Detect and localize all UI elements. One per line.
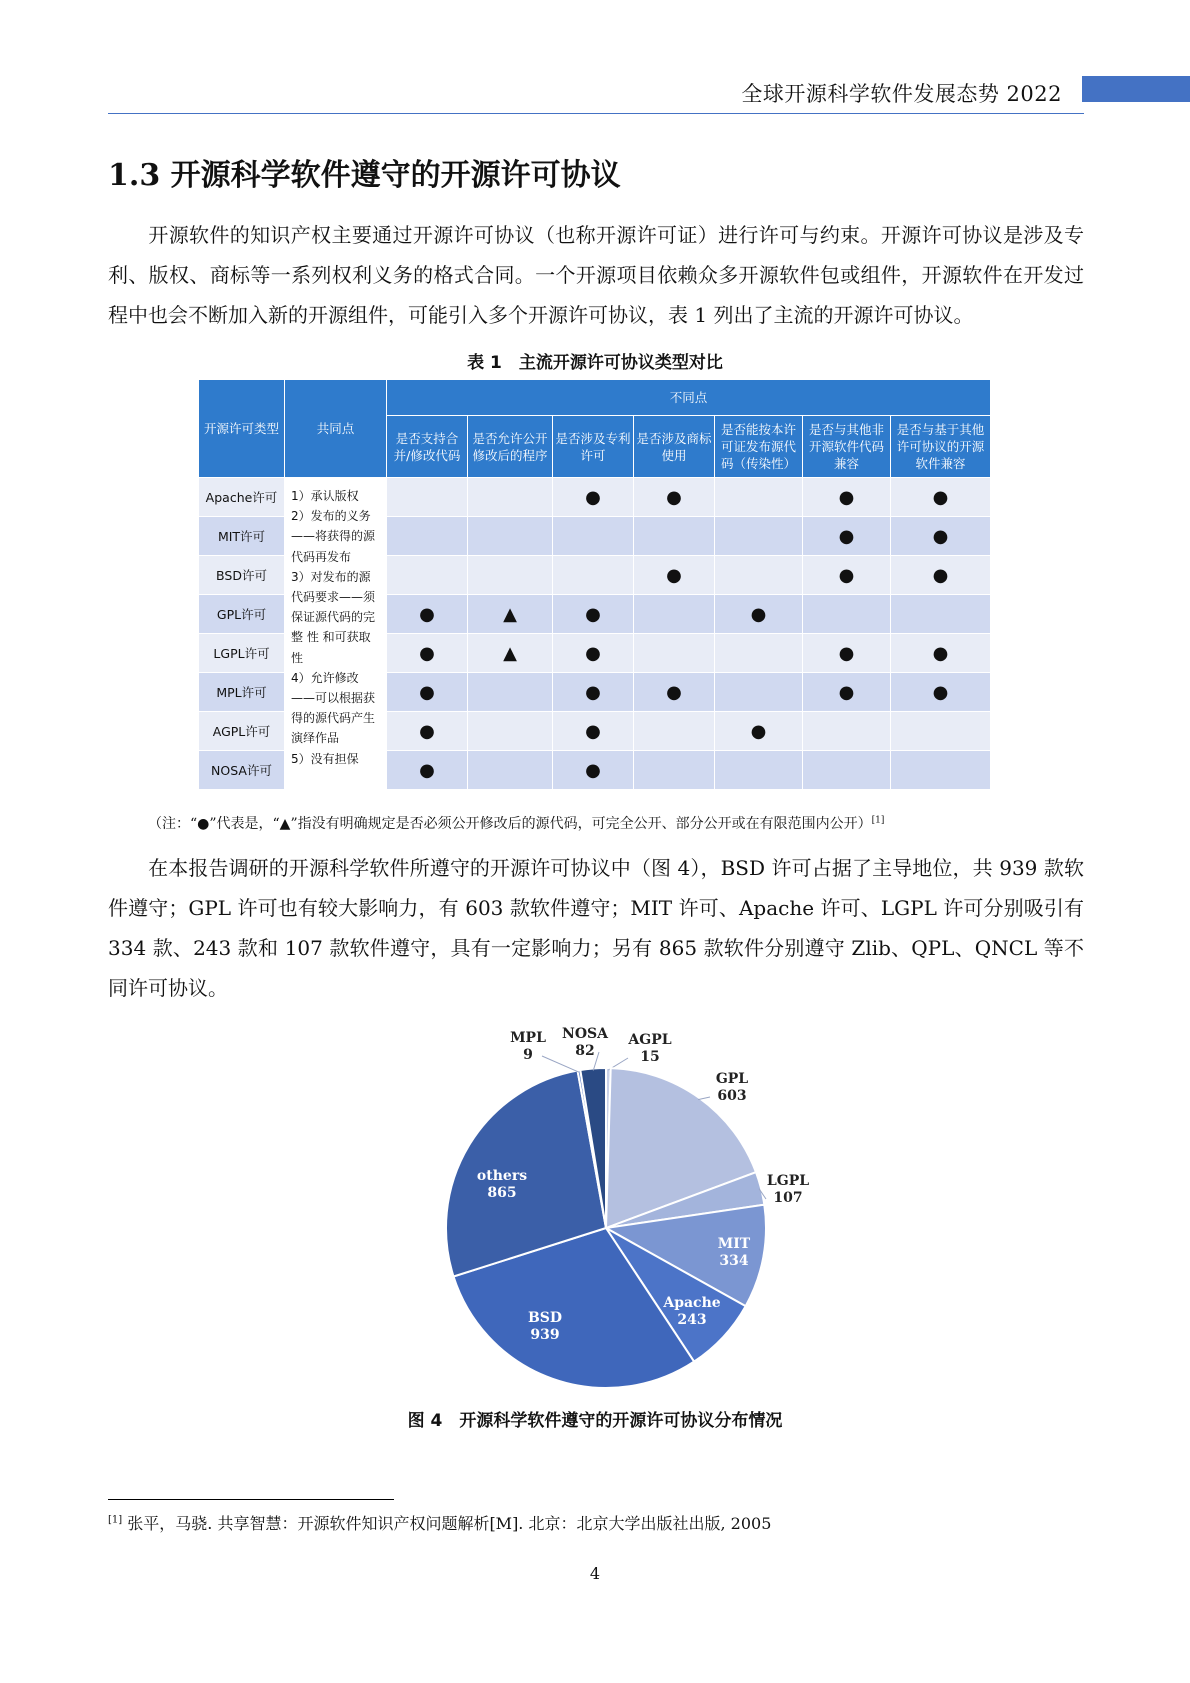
partial-mark-cell: ▲ bbox=[468, 595, 553, 634]
empty-cell bbox=[468, 712, 553, 751]
license-type-cell: AGPL许可 bbox=[199, 712, 285, 751]
yes-mark-cell: ● bbox=[387, 634, 468, 673]
empty-cell bbox=[803, 751, 891, 790]
empty-cell bbox=[715, 478, 803, 517]
slice-value-apache: 243 bbox=[677, 1312, 707, 1328]
empty-cell bbox=[715, 634, 803, 673]
common-point-item: 4）允许修改——可以根据获得的源代码产生演绎作品 bbox=[291, 670, 376, 746]
license-pie-chart bbox=[0, 1010, 1190, 1410]
empty-cell bbox=[553, 556, 634, 595]
header-diff-nonopen-compat: 是否与其他非开源软件代码兼容 bbox=[803, 416, 891, 478]
running-header-title: 全球开源科学软件发展态势 2022 bbox=[741, 82, 1062, 106]
slice-label-mit: MIT bbox=[717, 1236, 751, 1252]
slice-value-gpl: 603 bbox=[717, 1088, 747, 1104]
slice-value-mpl: 9 bbox=[523, 1047, 533, 1063]
yes-mark-cell: ● bbox=[715, 712, 803, 751]
header-diff-patent: 是否涉及专利许可 bbox=[553, 416, 634, 478]
empty-cell bbox=[468, 556, 553, 595]
yes-mark-cell: ● bbox=[891, 478, 991, 517]
yes-mark-cell: ● bbox=[803, 478, 891, 517]
yes-mark-cell: ● bbox=[553, 712, 634, 751]
license-type-cell: BSD许可 bbox=[199, 556, 285, 595]
license-type-cell: GPL许可 bbox=[199, 595, 285, 634]
slice-label-nosa: NOSA bbox=[562, 1026, 608, 1042]
slice-label-mpl: MPL bbox=[510, 1030, 546, 1046]
empty-cell bbox=[715, 673, 803, 712]
table-note bbox=[148, 813, 884, 833]
common-point-item: 1）承认版权 bbox=[291, 489, 359, 503]
empty-cell bbox=[634, 751, 715, 790]
table-note-ref: [1] bbox=[871, 815, 885, 826]
slice-value-mit: 334 bbox=[719, 1253, 749, 1269]
empty-cell bbox=[715, 751, 803, 790]
empty-cell bbox=[891, 595, 991, 634]
yes-mark-cell: ● bbox=[387, 751, 468, 790]
intro-paragraph bbox=[108, 215, 1084, 335]
slice-value-bsd: 939 bbox=[530, 1327, 560, 1343]
yes-mark-cell: ● bbox=[553, 751, 634, 790]
table-row bbox=[199, 478, 991, 517]
slice-label-others: others bbox=[476, 1168, 528, 1184]
yes-mark-cell: ● bbox=[634, 478, 715, 517]
footnote-rule bbox=[108, 1499, 394, 1500]
slice-value-agpl: 15 bbox=[640, 1049, 660, 1065]
slice-value-others: 865 bbox=[487, 1185, 517, 1201]
header-common-points: 共同点 bbox=[285, 380, 387, 478]
partial-mark-cell: ▲ bbox=[468, 634, 553, 673]
empty-cell bbox=[553, 517, 634, 556]
header-license-type: 开源许可类型 bbox=[199, 380, 285, 478]
footnote bbox=[108, 1511, 771, 1534]
empty-cell bbox=[891, 712, 991, 751]
slice-value-lgpl: 107 bbox=[773, 1190, 803, 1206]
footnote-ref: [1] bbox=[108, 1514, 123, 1526]
header-differences: 不同点 bbox=[387, 380, 991, 416]
yes-mark-cell: ● bbox=[803, 556, 891, 595]
figure-caption: 图 4 开源科学软件遵守的开源许可协议分布情况 bbox=[407, 1411, 783, 1431]
yes-mark-cell: ● bbox=[891, 673, 991, 712]
pie-chart-container bbox=[0, 1010, 1190, 1410]
header-accent-bar bbox=[1082, 76, 1190, 102]
section-title: 1.3 开源科学软件遵守的开源许可协议 bbox=[108, 158, 621, 193]
header-diff-merge: 是否支持合并/修改代码 bbox=[387, 416, 468, 478]
empty-cell bbox=[634, 517, 715, 556]
license-type-cell: MIT许可 bbox=[199, 517, 285, 556]
yes-mark-cell: ● bbox=[553, 634, 634, 673]
empty-cell bbox=[634, 595, 715, 634]
empty-cell bbox=[715, 556, 803, 595]
empty-cell bbox=[468, 673, 553, 712]
common-point-item: 2）发布的义务——将获得的源代码再发布 bbox=[291, 509, 376, 564]
empty-cell bbox=[634, 712, 715, 751]
empty-cell bbox=[468, 478, 553, 517]
license-type-cell: LGPL许可 bbox=[199, 634, 285, 673]
yes-mark-cell: ● bbox=[634, 673, 715, 712]
common-point-item: 3）对发布的源代码要求——须保证源代码的完整 性 和可获取性 bbox=[291, 569, 376, 665]
table-note-text: （注：“●”代表是，“▲”指没有明确规定是否必须公开修改后的源代码，可完全公开、部分公开或在有限范围内公开） bbox=[148, 816, 872, 832]
license-type-cell: NOSA许可 bbox=[199, 751, 285, 790]
yes-mark-cell: ● bbox=[387, 712, 468, 751]
yes-mark-cell: ● bbox=[387, 673, 468, 712]
yes-mark-cell: ● bbox=[891, 556, 991, 595]
empty-cell bbox=[891, 751, 991, 790]
slice-label-apache: Apache bbox=[663, 1295, 721, 1311]
header-diff-other-license-compat: 是否与基于其他许可协议的开源软件兼容 bbox=[891, 416, 991, 478]
yes-mark-cell: ● bbox=[387, 595, 468, 634]
empty-cell bbox=[468, 751, 553, 790]
leader-line-mpl bbox=[542, 1056, 579, 1072]
empty-cell bbox=[803, 595, 891, 634]
analysis-paragraph-text: 在本报告调研的开源科学软件所遵守的开源许可协议中（图 4），BSD 许可占据了主导地位，共 939 款软件遵守；GPL 许可也有较大影响力，有 603 款软件遵守；MIT 许可、Apache 许可、LGPL 许可分别吸引有 334 款、243 款和 107 款软件遵守，具有一定影响力；另有 865 款软件分别遵守 Zlib、QPL、QNCL 等不同许可协议。 bbox=[108, 856, 1084, 1000]
yes-mark-cell: ● bbox=[715, 595, 803, 634]
header-diff-viral: 是否能按本许可证发布源代码（传染性） bbox=[715, 416, 803, 478]
yes-mark-cell: ● bbox=[891, 517, 991, 556]
yes-mark-cell: ● bbox=[553, 595, 634, 634]
header-diff-trademark: 是否涉及商标使用 bbox=[634, 416, 715, 478]
yes-mark-cell: ● bbox=[803, 673, 891, 712]
slice-label-bsd: BSD bbox=[527, 1310, 563, 1326]
license-type-cell: Apache许可 bbox=[199, 478, 285, 517]
common-points-cell bbox=[285, 478, 387, 790]
license-type-cell: MPL许可 bbox=[199, 673, 285, 712]
yes-mark-cell: ● bbox=[891, 634, 991, 673]
yes-mark-cell: ● bbox=[553, 673, 634, 712]
common-point-item: 5）没有担保 bbox=[291, 751, 359, 766]
page-number: 4 bbox=[589, 1564, 601, 1583]
empty-cell bbox=[468, 517, 553, 556]
yes-mark-cell: ● bbox=[553, 478, 634, 517]
intro-paragraph-text: 开源软件的知识产权主要通过开源许可协议（也称开源许可证）进行许可与约束。开源许可协议是涉及专利、版权、商标等一系列权利义务的格式合同。一个开源项目依赖众多开源软件包或组件，开源软件在开发过程中也会不断加入新的开源组件，可能引入多个开源许可协议，表 1 列出了主流的开源许可协议。 bbox=[108, 223, 1084, 327]
slice-label-agpl: AGPL bbox=[628, 1032, 672, 1048]
footnote-text: 张平，马骁. 共享智慧：开源软件知识产权问题解析[M]. 北京：北京大学出版社出版, 2005 bbox=[127, 1514, 772, 1533]
table-body bbox=[199, 478, 991, 790]
empty-cell bbox=[387, 517, 468, 556]
yes-mark-cell: ● bbox=[803, 517, 891, 556]
yes-mark-cell: ● bbox=[634, 556, 715, 595]
header-diff-publish: 是否允许公开修改后的程序 bbox=[468, 416, 553, 478]
empty-cell bbox=[634, 634, 715, 673]
analysis-paragraph bbox=[108, 848, 1084, 1008]
empty-cell bbox=[803, 712, 891, 751]
header-rule bbox=[108, 113, 1084, 114]
slice-label-gpl: GPL bbox=[715, 1071, 749, 1087]
table-caption: 表 1 主流开源许可协议类型对比 bbox=[467, 353, 723, 373]
slice-label-lgpl: LGPL bbox=[766, 1173, 810, 1189]
license-comparison-table bbox=[198, 379, 991, 790]
slice-value-nosa: 82 bbox=[575, 1043, 595, 1059]
empty-cell bbox=[715, 517, 803, 556]
yes-mark-cell: ● bbox=[803, 634, 891, 673]
empty-cell bbox=[387, 478, 468, 517]
empty-cell bbox=[387, 556, 468, 595]
